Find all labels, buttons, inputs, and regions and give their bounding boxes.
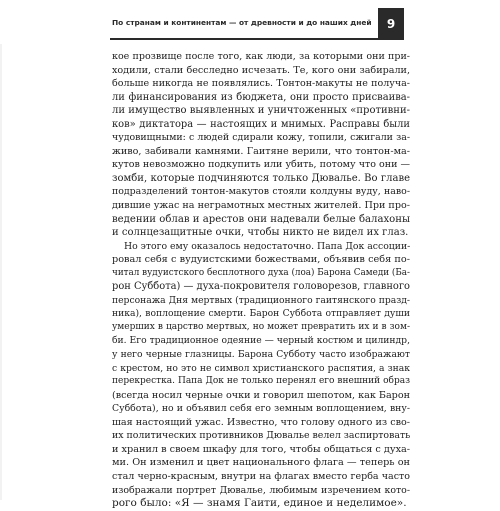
text-line: кое прозвище после того, как люди, за которыми они при-: [112, 51, 410, 62]
text-line: умерших в царство мертвых, но может превратить их и в зом-: [112, 321, 410, 332]
text-line: персонажа Дня мертвых (традиционного гаитянского празд-: [112, 294, 410, 306]
text-line: шая настоящий ужас. Известно, что голову одного из сво-: [112, 416, 410, 428]
text-line: живо, забивали камнями. Гаитяне верили, что тонтон-ма-: [112, 145, 410, 157]
body-text: [112, 50, 410, 511]
text-line: ходили, стали бесследно исчезать. Те, кого они забирали,: [112, 64, 410, 76]
text-line: рон Суббота) — духа-покровителя головорезов, главного: [112, 281, 411, 293]
text-line: подразделений тонтон-макутов стояли колдуны вуду, наво-: [112, 186, 410, 198]
text-line: чудовищными: с людей сдирали кожу, топили, сжигали за-: [112, 132, 410, 144]
text-line: больше никогда не появлялись. Тонтон-макуты не получа-: [112, 78, 410, 90]
text-line: и солнцезащитные очки, чтобы никто не видел их глаз.: [112, 227, 409, 239]
text-line: рого было: «Я — знамя Гаити, единое и неделимое».: [112, 497, 407, 510]
text-line: ли имущество выявленных и уничтоженных «противни-: [112, 105, 410, 117]
text-line: перекрестка. Папа Док не только перенял его внешний образ: [112, 376, 410, 387]
text-line: Суббота), но и объявил себя его земным воплощением, вну-: [112, 403, 410, 415]
text-line: у него черные глазницы. Барона Субботу часто изображают: [112, 349, 410, 361]
text-line: читал вудуистского бесплотного духа (лоа) Барона Самеди (Ба-: [112, 267, 411, 278]
text-line: би. Его традиционное одеяние — черный костюм и цилиндр,: [112, 335, 410, 347]
text-line: кутов невозможно подкупить или убить, потому что они —: [112, 159, 410, 171]
page-number: 9: [378, 8, 404, 40]
running-header: [0, 0, 500, 44]
text-line: Но этого ему оказалось недостаточно. Папа Док ассоции-: [124, 240, 411, 252]
text-line: ровал себя с вудуистскими божествами, объявив себя по-: [112, 254, 410, 266]
text-line: дившие ужас на неграмотных местных жителей. При про-: [112, 200, 410, 212]
text-line: ли финансирования из бюджета, они просто присваива-: [112, 91, 410, 103]
text-line: (всегда носил черные очки и говорил шепотом, как Барон: [112, 389, 410, 401]
running-title: По странам и континентам — от древности и до наших дней: [112, 18, 372, 27]
text-line: их политических противников Дювалье велел заспиртовать: [112, 430, 411, 442]
text-line: зомби, которые подчиняются только Дювалье. Во главе: [112, 172, 410, 184]
text-line: ведении облав и арестов они надевали белые балахоны: [112, 213, 410, 225]
text-line: с крестом, но это не символ христианского распятия, а знак: [112, 362, 410, 374]
text-line: изображали портрет Дювалье, любимым изречением кото-: [112, 484, 410, 496]
text-line: ника), воплощение смерти. Барон Суббота отправляет души: [112, 308, 410, 320]
header-rule: [110, 38, 378, 40]
text-line: стал черно-красным, внутри на флагах вместо герба часто: [112, 470, 410, 482]
text-line: и хранил в своем шкафу для того, чтобы общаться с духа-: [112, 443, 411, 455]
text-line: ков» диктатора — настоящих и мнимых. Расправы были: [112, 118, 410, 130]
text-line: ми. Он изменил и цвет национального флага — теперь он: [112, 457, 410, 469]
page-edge: [0, 0, 2, 500]
